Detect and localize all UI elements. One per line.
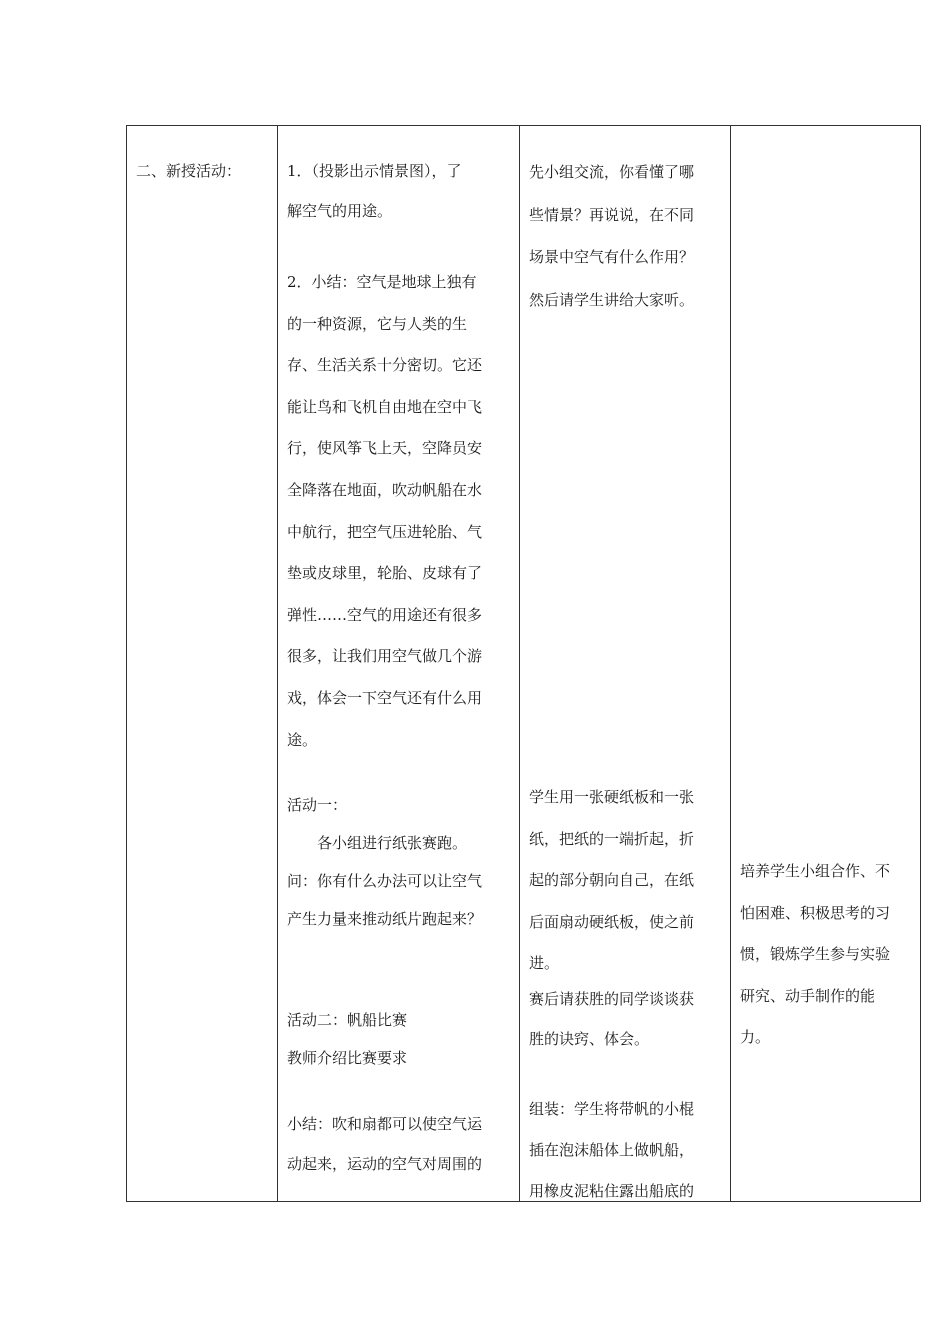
student-paper-activity: 学生用一张硬纸板和一张 纸，把纸的一端折起，折 起的部分朝向自己，在纸 后面扇动硬纸板，使之前 进。 <box>529 788 695 972</box>
student-assemble: 组装：学生将带帆的小棍 插在泡沫船体上做帆船， 用橡皮泥粘住露出船底的 <box>529 1100 695 1200</box>
activity-two: 活动二：帆船比赛 教师介绍比赛要求 <box>287 1011 408 1067</box>
student-winners: 赛后请获胜的同学谈谈获 胜的诀窍、体会。 <box>529 990 695 1048</box>
column-divider <box>519 125 520 1202</box>
teacher-summary-2: 小结：吹和扇都可以使空气运 动起来，运动的空气对周围的 <box>287 1115 483 1173</box>
column-divider <box>730 125 731 1202</box>
student-exchange: 先小组交流，你看懂了哪 些情景？再说说，在不同 场景中空气有什么作用？ 然后请学生讲给大家听。 <box>529 163 695 309</box>
teacher-summary: 2．小结：空气是地球上独有 的一种资源，它与人类的生 存、生活关系十分密切。它还 能让鸟和飞机自由地在空中飞 行，使风筝飞上天，空降员安 全降落在地面，吹动帆船在水 中航行，把空气压进轮胎、气 垫或皮球里，轮胎、皮球有了 弹性……空气的用途还有很多 很多，让我们用空气做几个游 戏，体会一下空气还有什么用 途。 <box>287 273 483 749</box>
section-heading: 二、新授活动： <box>136 162 242 180</box>
design-intent: 培养学生小组合作、不 怕困难、积极思考的习 惯，锻炼学生参与实验 研究、动手制作的能 力。 <box>740 862 891 1046</box>
activity-one: 活动一： 各小组进行纸张赛跑。 问：你有什么办法可以让空气 产生力量来推动纸片跑起来？ <box>287 796 483 928</box>
column-divider <box>277 125 278 1202</box>
teacher-intro: 1．（投影出示情景图），了 解空气的用途。 <box>287 162 462 220</box>
